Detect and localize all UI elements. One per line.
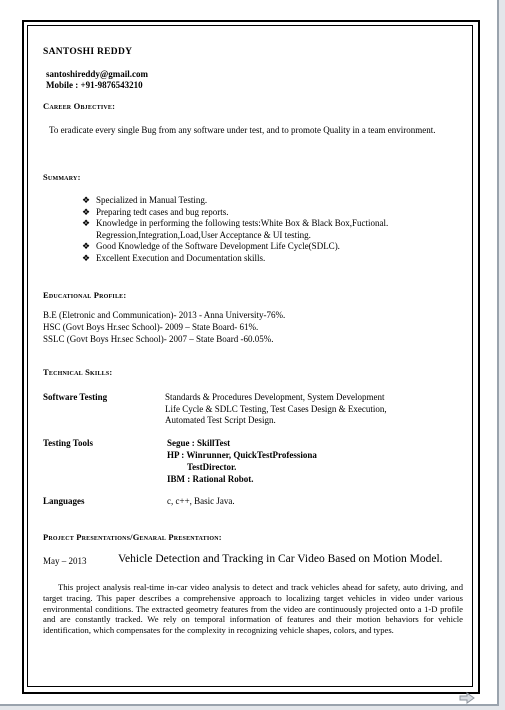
list-item: ❖ Specialized in Manual Testing. [82,195,208,205]
testing-tool-line: HP : Winrunner, QuickTestProfessiona [167,450,317,460]
next-page-arrow-icon[interactable] [459,692,475,704]
education-line: HSC (Govt Boys Hr.sec School)- 2009 – State Board- 61%. [43,322,259,332]
bullet-diamond-icon: ❖ [82,206,91,217]
projects-heading: Project Presentations/Genaral Presentation: [43,532,222,542]
email-address: santoshireddy@gmail.com [46,69,148,79]
summary-heading: Summary: [43,172,81,182]
list-item: ❖ Preparing tedt cases and bug reports. [82,206,229,217]
education-line: SSLC (Govt Boys Hr.sec School)- 2007 – State Board -60.05%. [43,334,274,344]
software-testing-label: Software Testing [43,392,108,402]
testing-tool-line: TestDirector. [187,462,237,472]
bullet-diamond-icon: ❖ [82,218,91,228]
testing-tool-line: IBM : Rational Robot. [167,474,254,484]
project-title: Vehicle Detection and Tracking in Car Video Based on Motion Model. [118,553,443,565]
testing-tool-line: Segue : SkillTest [167,438,231,448]
bullet-diamond-icon: ❖ [82,241,91,251]
list-item: ❖ Excellent Execution and Documentation skills. [82,252,266,263]
list-item: ❖ Good Knowledge of the Software Development Life Cycle(SDLC). [82,241,340,251]
bullet-diamond-icon: ❖ [82,195,91,205]
languages-value: c, c++, Basic Java. [167,496,235,506]
languages-label: Languages [43,496,85,506]
software-testing-line: Standards & Procedures Development, System Development [165,392,385,402]
summary-list [82,195,388,264]
bullet-diamond-icon: ❖ [82,252,91,263]
list-item: ❖ Knowledge in performing the following tests:White Box & Black Box,Fuctional. [82,218,389,228]
technical-skills-heading: Technical Skills: [43,367,113,377]
education-heading: Educational Profile: [43,290,127,300]
software-testing-line: Life Cycle & SDLC Testing, Test Cases Design & Execution, [165,404,387,414]
software-testing-line: Automated Test Script Design. [165,415,276,425]
project-date: May – 2013 [43,556,87,566]
testing-tools-label: Testing Tools [43,438,93,448]
project-description: This project analysis real-time in-car video analysis to detect and track vehicles ahead for safety, auto driving, and target tracing. This paper describes a comprehensive approach to localizing target vehicles in video under various environmental conditions. The extracted geometry features from the video are continuously projected onto a 1-D profile and are constantly tracked. We rely on temporal information of features and their motion behaviors for vehicle identification, which compensates for the complexity in recognizing vehicle shapes, colors, and types. [43,582,463,636]
list-item-continuation: Regression,Integration,Load,User Acceptance & UI testing. [96,229,311,240]
candidate-name: SANTOSHI REDDY [43,47,133,57]
education-line: B.E (Eletronic and Communication)- 2013 - Anna University-76%. [43,310,286,320]
mobile-number: Mobile : +91-9876543210 [46,80,143,90]
career-objective-heading: Career Objective: [43,101,116,111]
career-objective-text: To eradicate every single Bug from any software under test, and to promote Quality in a team environment. [49,125,436,135]
